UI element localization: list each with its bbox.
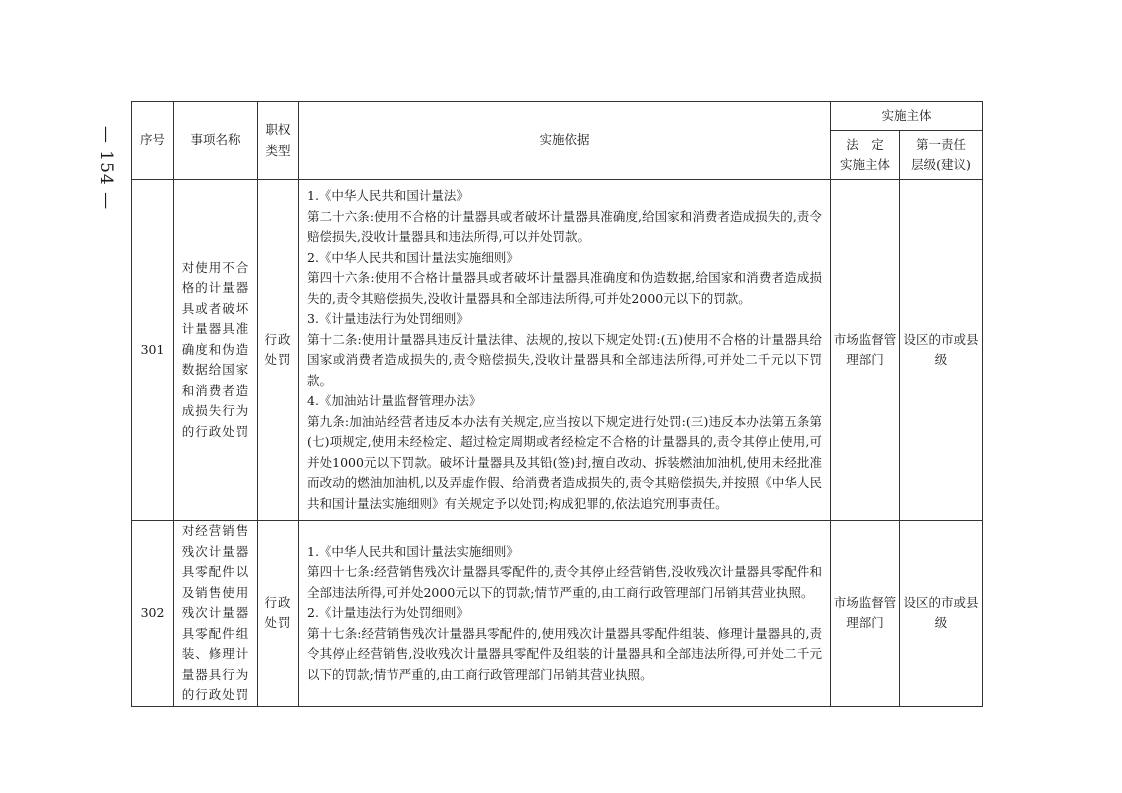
- authority-type: 行政处罚: [258, 180, 299, 521]
- header-level: [900, 131, 983, 180]
- header-basis: 实施依据: [299, 102, 831, 180]
- legal-body: 市场监督管理部门: [831, 180, 900, 521]
- page-number: [86, 118, 126, 218]
- basis-line: 2.《计量违法行为处罚细则》: [307, 605, 469, 620]
- basis-line: 3.《计量违法行为处罚细则》: [307, 311, 469, 326]
- basis-line: 2.《中华人民共和国计量法实施细则》: [307, 249, 519, 265]
- header-no: 序号: [132, 102, 174, 180]
- basis-line: 第十七条:经营销售残次计量器具零配件的,使用残次计量器具零配件组装、修理计量器具的,责令其停止经营销售,没收残次计量器具零配件及组装的计量器具和全部违法所得,可并处二千元以下的罚款;情节严重的,由工商行政管理部门吊销其营业执照。: [307, 625, 822, 682]
- header-legal-body: [831, 131, 900, 180]
- header-name: 事项名称: [174, 102, 258, 180]
- header-legal-line1: 法 定: [846, 136, 884, 152]
- basis-line: 第十二条:使用计量器具违反计量法律、法规的,按以下规定处罚:(五)使用不合格的计量器具给国家或消费者造成损失的,责令赔偿损失,没收计量器具和全部违法所得,可并处二千元以下罚款。: [307, 331, 822, 388]
- row-number: 301: [132, 180, 174, 521]
- table-row: [132, 180, 983, 521]
- responsibility-level: 设区的市或县级: [900, 180, 983, 521]
- item-name: 对使用不合格的计量器具或者破坏计量器具准确度和伪造数据给国家和消费者造成损失行为的行政处罚: [174, 180, 258, 521]
- header-type-line2: 类型: [265, 142, 291, 158]
- legal-body: 市场监督管理部门: [831, 521, 900, 707]
- header-level-line1: 第一责任: [916, 136, 967, 152]
- implementation-basis: [299, 521, 831, 707]
- basis-line: 第二十六条:使用不合格的计量器具或者破坏计量器具准确度,给国家和消费者造成损失的,责令赔偿损失,没收计量器具和违法所得,可以并处罚款。: [307, 208, 822, 244]
- header-type-line1: 职权: [265, 122, 291, 137]
- row-number: 302: [132, 521, 174, 707]
- basis-line: 第四十六条:使用不合格计量器具或者破坏计量器具准确度和伪造数据,给国家和消费者造成损失的,责令其赔偿损失,没收计量器具和全部违法所得,可并处2000元以下的罚款。: [307, 270, 822, 306]
- header-level-line2: 层级(建议): [911, 157, 971, 172]
- basis-line: 第九条:加油站经营者违反本办法有关规定,应当按以下规定进行处罚:(三)违反本办法第五条第(七)项规定,使用未经检定、超过检定周期或者经检定不合格的计量器具的,责令其停止使用,可并处1000元以下罚款。破坏计量器具及其铅(签)封,擅自改动、拆装燃油加油机,使用未经批准而改动的燃油加油机,以及弄虚作假、给消费者造成损失的,责令其赔偿损失,并按照《中华人民共和国计量法实施细则》有关规定予以处罚;构成犯罪的,依法追究刑事责任。: [307, 413, 822, 511]
- item-name: 对经营销售残次计量器具零配件以及销售使用残次计量器具零配件组装、修理计量器具行为的行政处罚: [174, 521, 258, 707]
- implementation-basis: [299, 180, 831, 521]
- header-legal-line2: 实施主体: [839, 157, 890, 172]
- table-row: [132, 521, 983, 707]
- authority-type: 行政处罚: [258, 521, 299, 707]
- basis-line: 1.《中华人民共和国计量法》: [307, 188, 469, 203]
- basis-line: 第四十七条:经营销售残次计量器具零配件的,责令其停止经营销售,没收残次计量器具零配件和全部违法所得,可并处2000元以下的罚款;情节严重的,由工商行政管理部门吊销其营业执照。: [307, 564, 822, 600]
- enforcement-table: [131, 101, 983, 707]
- page-number-text: — 154 —: [96, 125, 117, 211]
- responsibility-level: 设区的市或县级: [900, 521, 983, 707]
- header-subject-group: 实施主体: [831, 102, 983, 131]
- header-type: [258, 102, 299, 180]
- basis-line: 4.《加油站计量监督管理办法》: [307, 393, 482, 408]
- basis-line: 1.《中华人民共和国计量法实施细则》: [307, 543, 519, 559]
